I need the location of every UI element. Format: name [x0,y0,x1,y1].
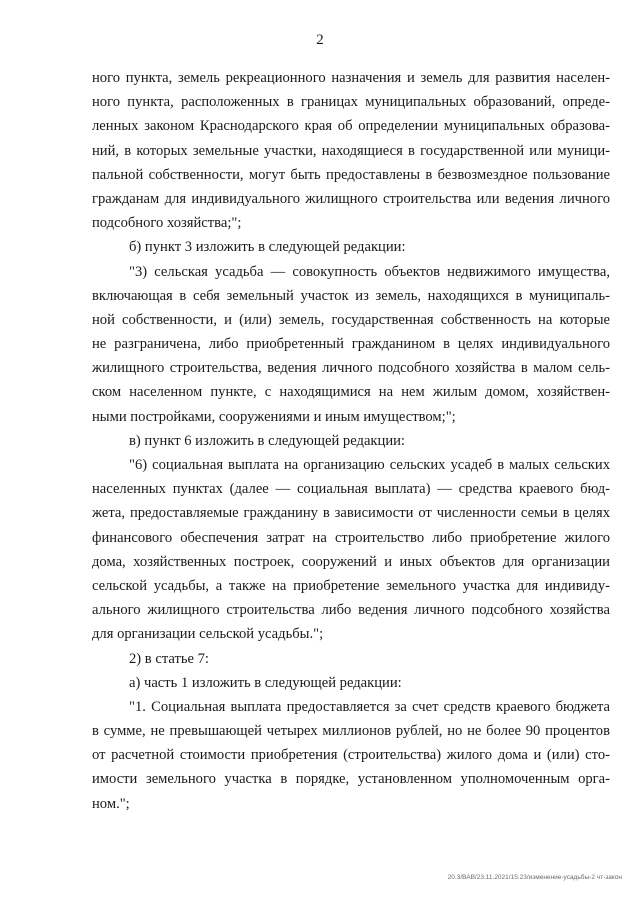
text-line: финансового обеспечения затрат на строительство либо приобретение жилого [92,529,610,546]
text-line: включающая в себя земельный участок из земель, находящихся в муниципаль- [92,287,610,304]
paragraph-heading: 2) в статье 7: [129,650,209,667]
text-line: ной собственности, и (или) земель, государственная собственность на которые [92,311,610,328]
text-line: сельской усадьбы, а также на приобретение земельного участка для индивиду- [92,577,610,594]
text-line: ными постройками, сооружениями и иным имуществом;"; [92,408,456,425]
document-body [92,66,610,816]
text-line: ном."; [92,795,130,812]
text-line: не разграничена, либо приобретенный гражданином в целях индивидуального [92,336,610,353]
text-line: жилищного строительства, ведения личного подсобного хозяйства в малом сель- [92,360,610,377]
text-line: ленных законом Краснодарского края об определении муниципальных образова- [92,118,610,135]
text-line: "3) сельская усадьба — совокупность объектов недвижимого имущества, [129,263,610,280]
text-line: ний, в которых земельные участки, находящиеся в государственной или муници- [92,142,610,159]
text-line: населенных пунктах (далее — социальная выплата) — средства краевого бюд- [92,481,610,498]
paragraph-heading: в) пункт 6 изложить в следующей редакции: [129,432,405,449]
text-line: дома, хозяйственных построек, сооружений и иных объектов для организации [92,553,610,570]
paragraph-heading: б) пункт 3 изложить в следующей редакции: [129,239,406,256]
text-line: для организации сельской усадьбы."; [92,626,324,643]
text-line: "1. Социальная выплата предоставляется за счет средств краевого бюджета [129,698,610,715]
text-line: подсобного хозяйства;"; [92,215,242,232]
text-line: гражданам для индивидуального жилищного строительства или ведения личного [92,190,610,207]
text-line: имости земельного участка в порядке, установленном уполномоченным орга- [92,771,610,788]
text-line: ального жилищного строительства либо ведения личного подсобного хозяйства [92,602,610,619]
text-line: ного пункта, земель рекреационного назначения и земель для развития населен- [92,70,610,86]
text-line: "6) социальная выплата на организацию сельских усадеб в малых сельских [129,457,610,473]
text-line: в сумме, не превышающей четырех миллионов рублей, но не более 90 процентов [92,723,610,740]
document-footer-code: 20.3/ВАВ/23.11.2021/15:23/изменение-усадьбы-2 чт-закон [447,874,622,881]
page-number: 2 [316,32,324,48]
text-line: ском населенном пункте, с находящимися на нем жилым домом, хозяйствен- [92,384,610,401]
text-line: жета, предоставляемые гражданину в зависимости от численности семьи в целях [92,505,610,522]
text-line: пальной собственности, могут быть предоставлены в безвозмездное пользование [92,166,610,183]
paragraph-heading: а) часть 1 изложить в следующей редакции: [129,674,402,691]
text-line: ного пункта, расположенных в границах муниципальных образований, опреде- [92,94,610,111]
text-line: от расчетной стоимости приобретения (строительства) жилого дома и (или) сто- [92,747,610,764]
